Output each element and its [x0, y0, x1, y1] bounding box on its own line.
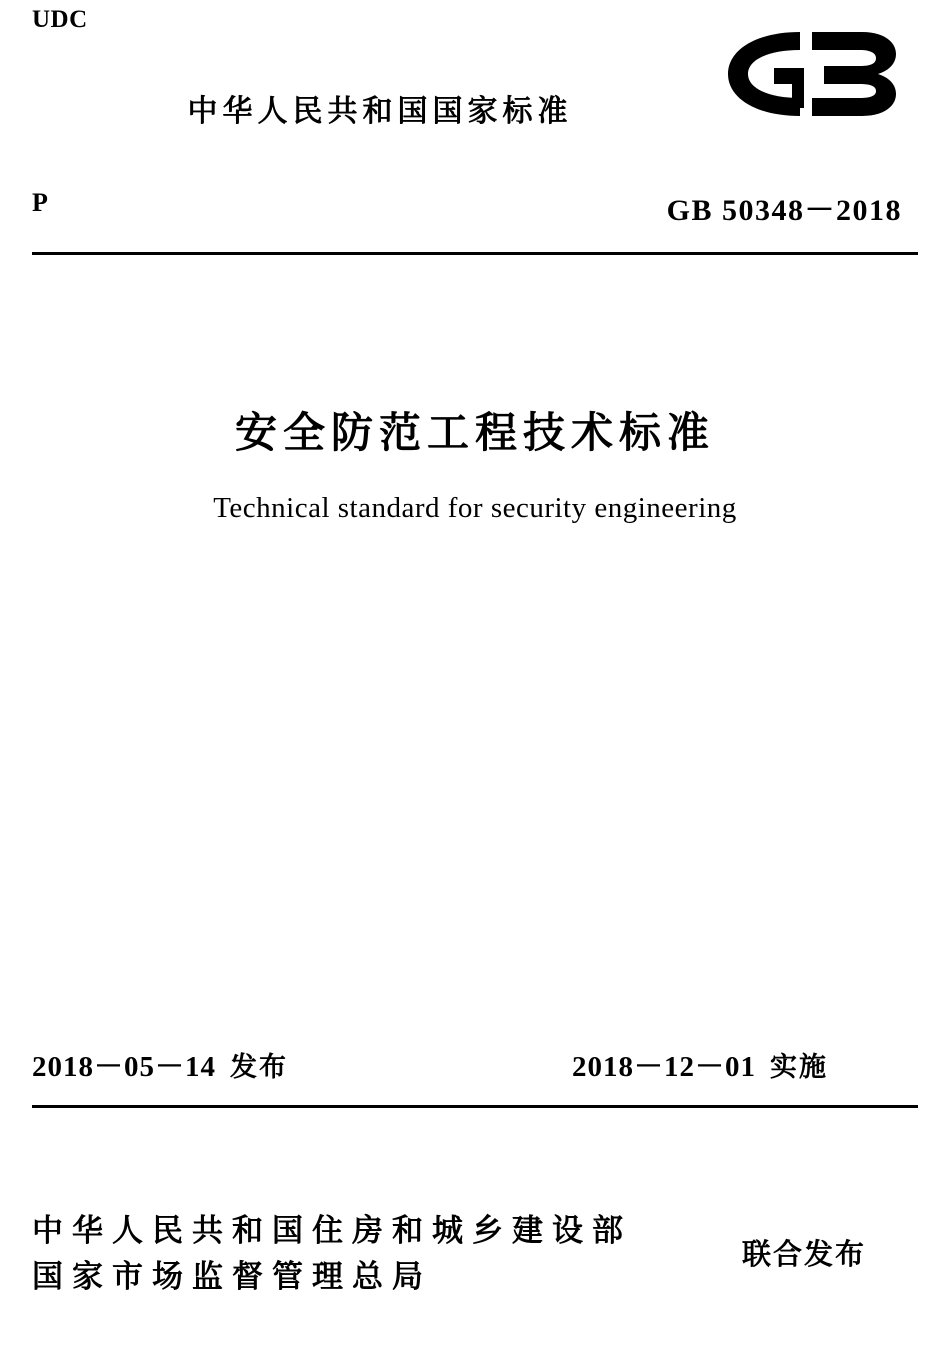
divider-top: [32, 252, 918, 255]
publisher-block: [32, 1208, 732, 1300]
title-chinese: 安全防范工程技术标准: [234, 408, 715, 457]
effective-date-block: [572, 1044, 828, 1085]
issue-label: 发布: [230, 1052, 289, 1083]
joint-issue-label: 联合发布: [742, 1237, 867, 1271]
issue-date-block: [32, 1044, 288, 1085]
gb-logo-icon: [712, 28, 900, 120]
national-standard-heading: 中华人民共和国国家标准: [187, 94, 573, 129]
standard-number: GB 50348－2018: [666, 194, 902, 227]
classification-letter: P: [32, 188, 48, 217]
effective-date: 2018－12－01: [572, 1051, 757, 1083]
publisher-line-1: 中华人民共和国住房和城乡建设部: [32, 1213, 632, 1249]
date-row: [32, 1044, 918, 1088]
title-english: Technical standard for security engineering: [213, 492, 737, 524]
publisher-line-2: 国家市场监督管理总局: [32, 1259, 432, 1295]
effective-label: 实施: [770, 1052, 829, 1083]
udc-label: UDC: [32, 6, 88, 33]
divider-bottom: [32, 1105, 918, 1108]
issue-date: 2018－05－14: [32, 1051, 217, 1083]
